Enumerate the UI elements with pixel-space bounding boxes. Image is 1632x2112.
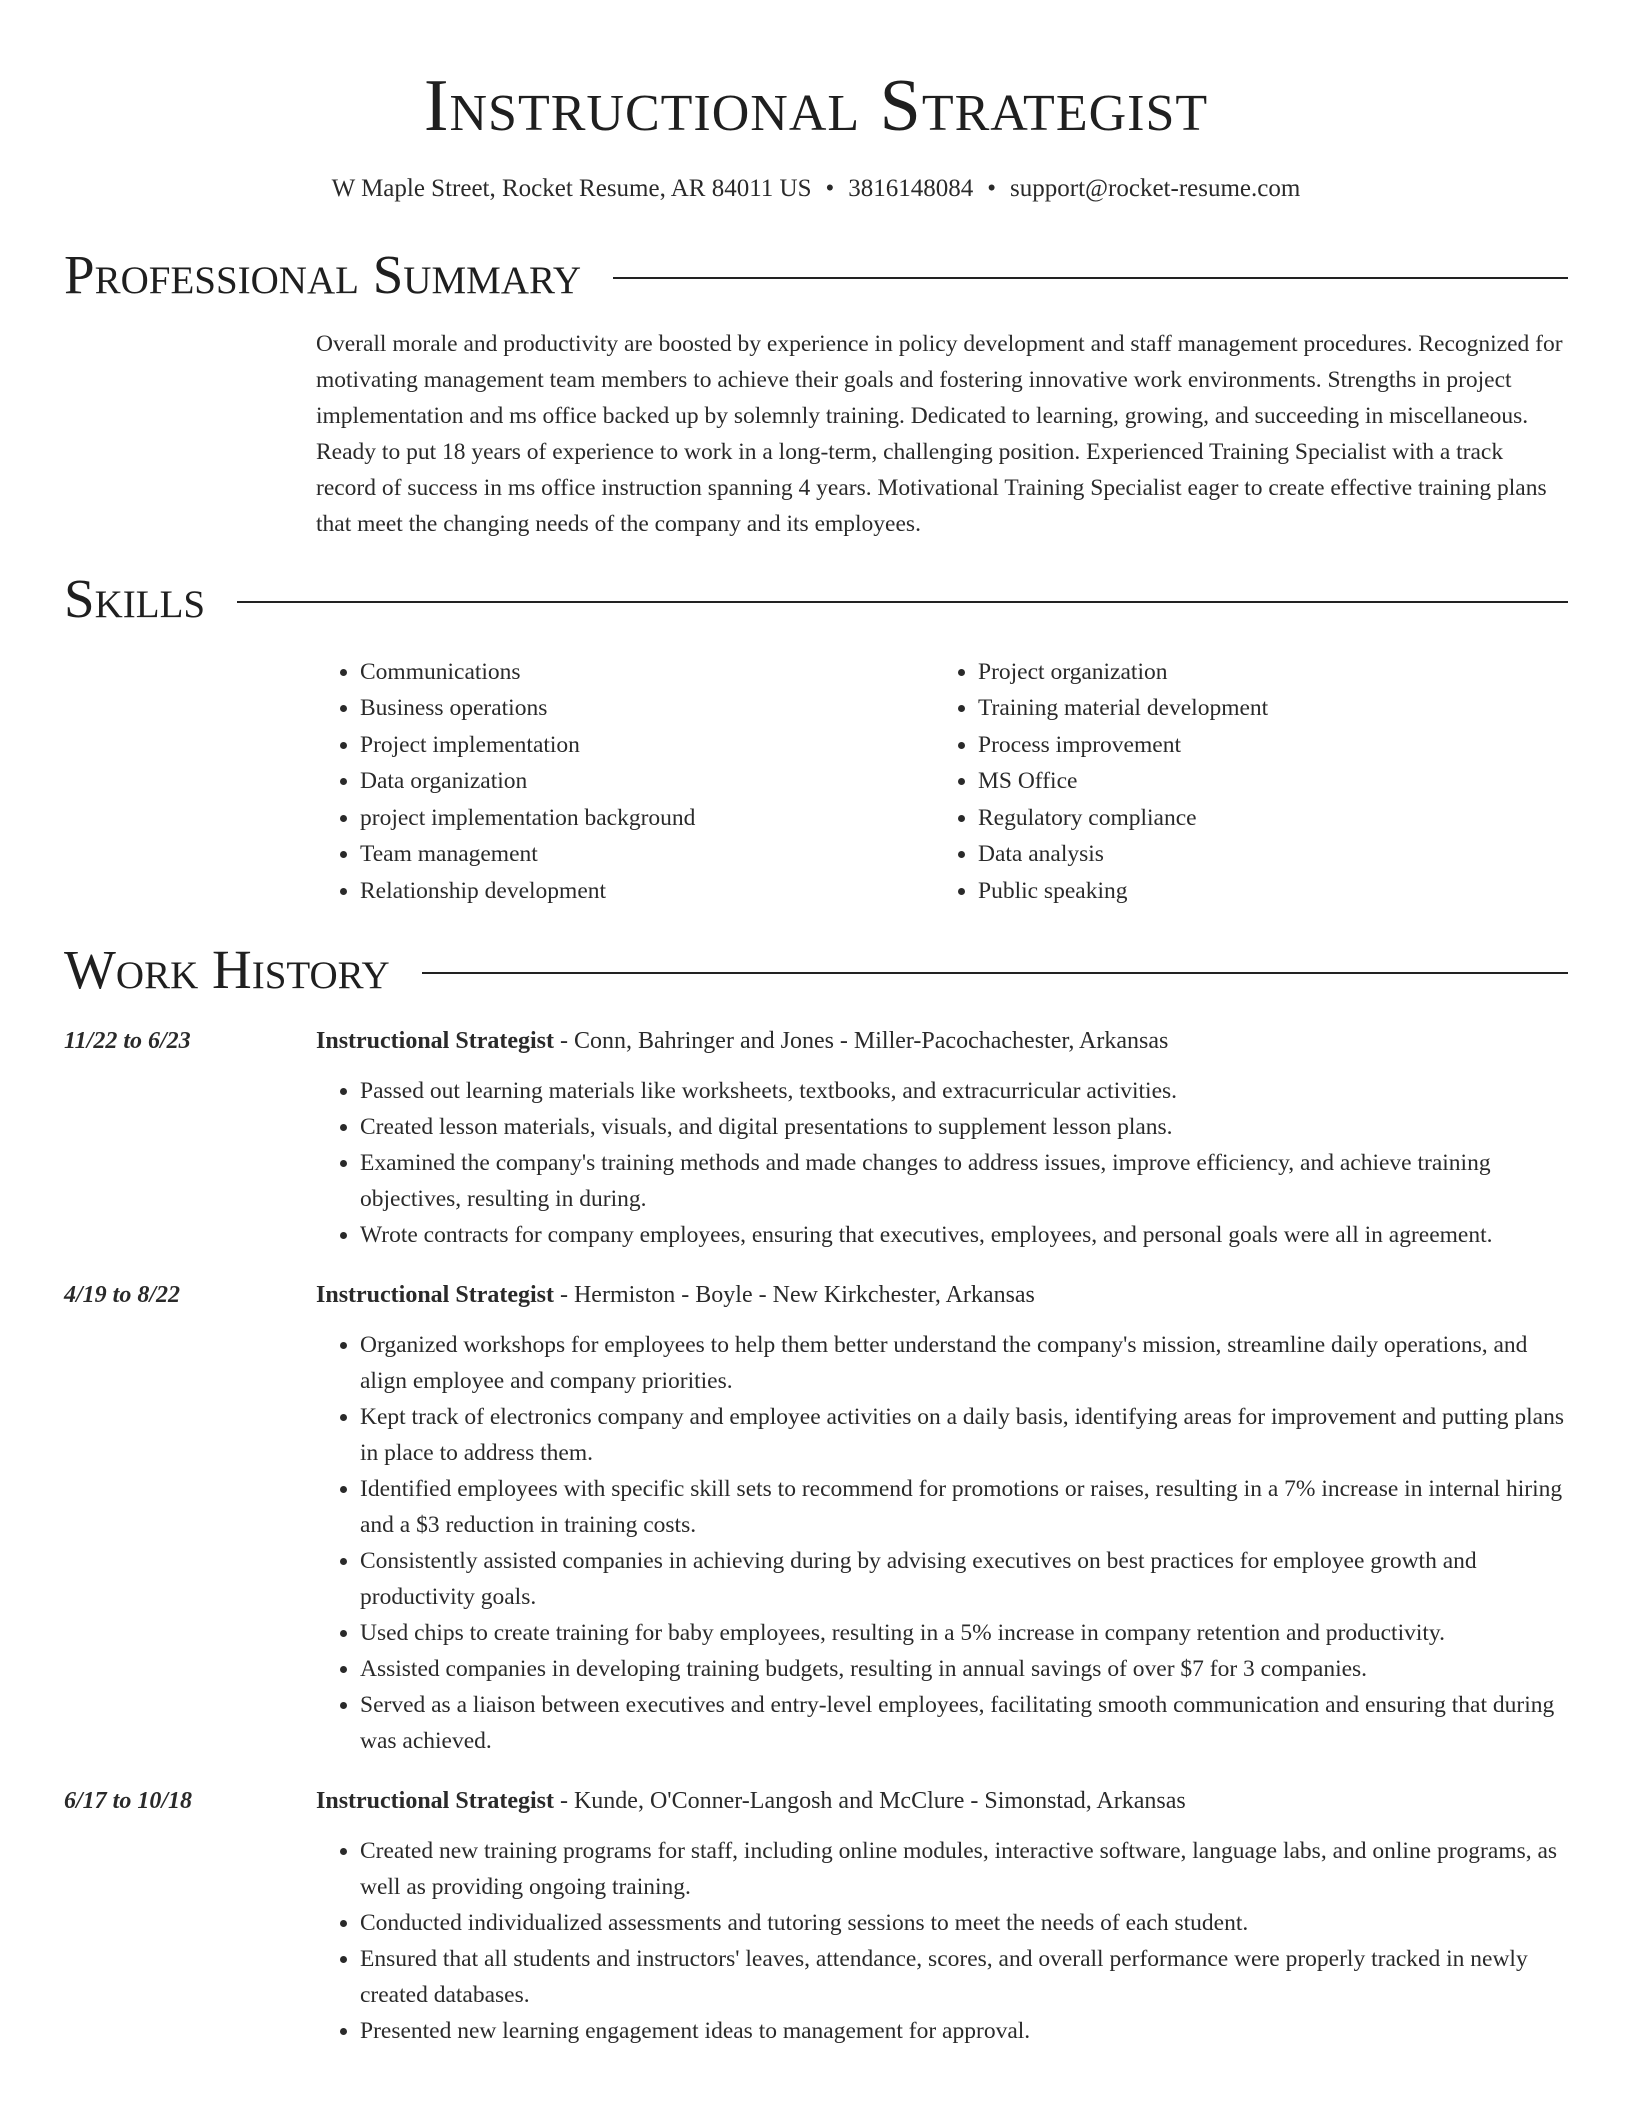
job-title-line xyxy=(316,1783,1568,1819)
job-bullets xyxy=(316,1073,1568,1253)
job-title: Instructional Strategist xyxy=(316,1788,554,1814)
job-bullet: • Created lesson materials, visuals, and digital presentations to supplement lesson plans. xyxy=(360,1109,1568,1145)
skills-section xyxy=(64,566,1568,910)
skill-item: • Data analysis xyxy=(978,836,1552,873)
work-heading-row xyxy=(64,937,1568,1003)
skill-item: • Project organization xyxy=(978,654,1552,691)
job-dates: 4/19 to 8/22 xyxy=(64,1282,181,1308)
job-bullet: • Identified employees with specific skill sets to recommend for promotions or raises, resulting in a 7% increase in internal hiring and a $3 reduction in training costs. xyxy=(360,1471,1568,1543)
job-title: Instructional Strategist xyxy=(316,1028,554,1054)
skill-item: • project implementation background xyxy=(360,800,934,837)
contact-line xyxy=(64,172,1568,206)
job-employer: - Hermiston - Boyle - New Kirkchester, Arkansas xyxy=(553,1282,1035,1308)
work-history-heading: Work History xyxy=(64,939,390,1000)
skill-item: • Communications xyxy=(360,654,934,691)
job-bullet: • Kept track of electronics company and employee activities on a daily basis, identifying areas for improvement and putting plans in place to address them. xyxy=(360,1399,1568,1471)
job-entry xyxy=(64,1277,1568,1759)
job-employer: - Conn, Bahringer and Jones - Miller-Pacochachester, Arkansas xyxy=(553,1028,1169,1054)
skills-column-left xyxy=(316,654,934,910)
job-body xyxy=(316,1277,1568,1759)
contact-phone: 3816148084 xyxy=(848,175,974,202)
skill-item: • MS Office xyxy=(978,763,1552,800)
contact-separator: • xyxy=(987,175,997,202)
contact-address: W Maple Street, Rocket Resume, AR 84011 US xyxy=(331,175,812,202)
job-entry xyxy=(64,1783,1568,2049)
skill-item: • Relationship development xyxy=(360,873,934,910)
job-body xyxy=(316,1783,1568,2049)
job-employer: - Kunde, O'Conner-Langosh and McClure - Simonstad, Arkansas xyxy=(553,1788,1186,1814)
contact-email: support@rocket-resume.com xyxy=(1010,175,1301,202)
summary-section xyxy=(64,242,1568,542)
resume-header xyxy=(64,60,1568,206)
job-bullets xyxy=(316,1327,1568,1759)
skills-heading: Skills xyxy=(64,567,206,629)
section-divider xyxy=(613,277,1568,279)
summary-heading-row xyxy=(64,242,1568,308)
job-bullet: • Organized workshops for employees to help them better understand the company's mission, streamline daily operations, and align employee and company priorities. xyxy=(360,1327,1568,1399)
job-bullet: • Examined the company's training methods and made changes to address issues, improve efficiency, and achieve training objectives, resulting in during. xyxy=(360,1145,1568,1217)
job-entry xyxy=(64,1023,1568,1253)
job-bullet: • Passed out learning materials like worksheets, textbooks, and extracurricular activities. xyxy=(360,1073,1568,1109)
job-bullets xyxy=(316,1833,1568,2049)
job-bullet: • Presented new learning engagement ideas to management for approval. xyxy=(360,2013,1568,2049)
job-bullet: • Consistently assisted companies in achieving during by advising executives on best practices for employee growth and productivity goals. xyxy=(360,1543,1568,1615)
summary-text: Overall morale and productivity are boosted by experience in policy development and staff management procedures. Recognized for motivating management team members to achieve their goals and fostering innovative work environments. Strengths in project implementation and ms office backed up by solemnly training. Dedicated to learning, growing, and succeeding in miscellaneous. Ready to put 18 years of experience to work in a long-term, challenging position. Experienced Training Specialist with a track record of success in ms office instruction spanning 4 years. Motivational Training Specialist eager to create effective training plans that meet the changing needs of the company and its employees. xyxy=(316,331,1563,537)
skill-item: • Process improvement xyxy=(978,727,1552,764)
job-body xyxy=(316,1023,1568,1253)
job-dates: 11/22 to 6/23 xyxy=(64,1028,191,1054)
job-bullet: • Created new training programs for staff, including online modules, interactive software, language labs, and online programs, as well as providing ongoing training. xyxy=(360,1833,1568,1905)
skills-grid xyxy=(316,654,1568,910)
section-divider xyxy=(237,601,1568,603)
work-history-section xyxy=(64,937,1568,2049)
job-title-line xyxy=(316,1023,1568,1059)
skills-heading-row xyxy=(64,566,1568,632)
section-divider xyxy=(422,972,1568,974)
job-bullet: • Served as a liaison between executives and entry-level employees, facilitating smooth communication and ensuring that during was achieved. xyxy=(360,1687,1568,1759)
skill-item: • Public speaking xyxy=(978,873,1552,910)
job-bullet: • Used chips to create training for baby employees, resulting in a 5% increase in company retention and productivity. xyxy=(360,1615,1568,1651)
skill-item: • Business operations xyxy=(360,690,934,727)
job-title: Instructional Strategist xyxy=(316,1282,554,1308)
job-bullet: • Wrote contracts for company employees, ensuring that executives, employees, and personal goals were all in agreement. xyxy=(360,1217,1568,1253)
skills-column-right xyxy=(934,654,1552,910)
candidate-name: Instructional Strategist xyxy=(423,65,1209,147)
skill-item: • Training material development xyxy=(978,690,1552,727)
skill-item: • Team management xyxy=(360,836,934,873)
summary-heading: Professional Summary xyxy=(64,244,582,305)
contact-separator: • xyxy=(825,175,835,202)
skill-item: • Regulatory compliance xyxy=(978,800,1552,837)
job-bullet: • Ensured that all students and instructors' leaves, attendance, scores, and overall performance were properly tracked in newly created databases. xyxy=(360,1941,1568,2013)
job-title-line xyxy=(316,1277,1568,1313)
job-bullet: • Conducted individualized assessments and tutoring sessions to meet the needs of each student. xyxy=(360,1905,1568,1941)
job-dates: 6/17 to 10/18 xyxy=(64,1788,193,1814)
skill-item: • Data organization xyxy=(360,763,934,800)
job-bullet: • Assisted companies in developing training budgets, resulting in annual savings of over $7 for 3 companies. xyxy=(360,1651,1568,1687)
skill-item: • Project implementation xyxy=(360,727,934,764)
